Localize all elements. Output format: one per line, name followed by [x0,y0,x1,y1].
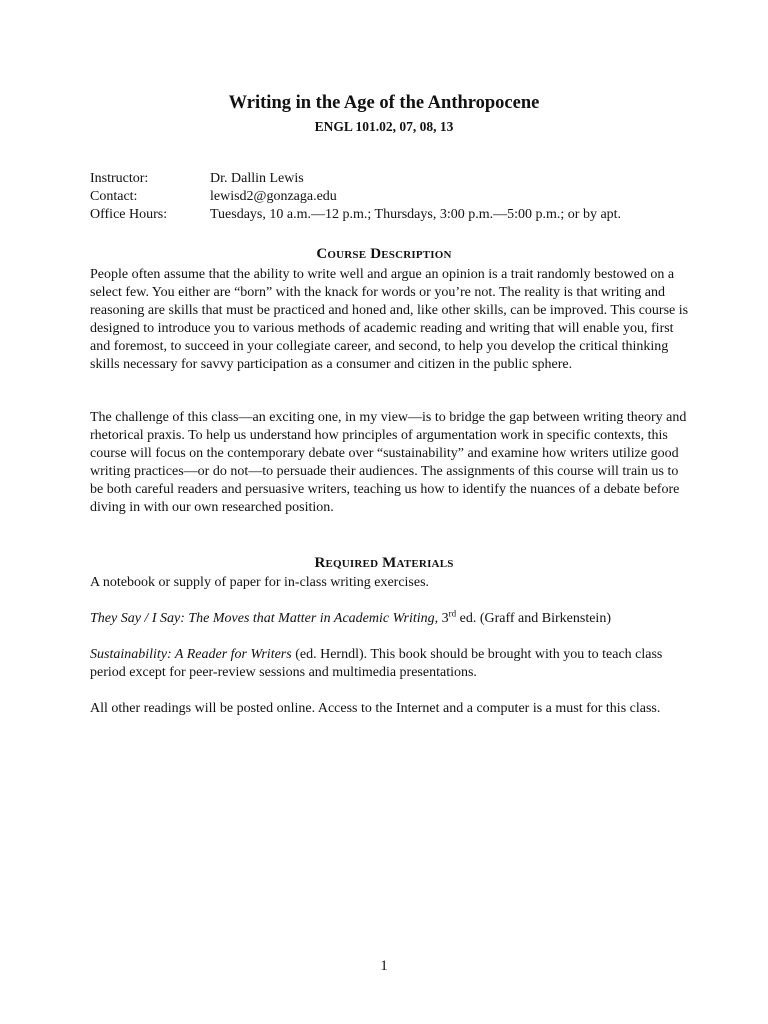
instructor-info [90,170,621,224]
they-say-rest: ed. (Graff and Birkenstein) [456,611,611,626]
office-hours-row [90,206,621,224]
they-say-title: They Say / I Say: The Moves that Matter in Academic Writing [90,611,435,626]
they-say-edition-sup: rd [448,608,457,619]
material-notebook: A notebook or supply of paper for in-class writing exercises. [90,575,430,590]
course-description-paragraph-1: People often assume that the ability to write well and argue an opinion is a trait randomly bestowed on a select few. You either are “born” with the knack for words or you’re not. The reality is that writing and reasoning are skills that must be practiced and honed and, like other skills, can be improved. This course is designed to introduce you to various methods of academic reading and writing that will enable you, first and foremost, to succeed in your collegiate career, and second, to help you develop the critical thinking skills necessary for savvy participation as a consumer and citizen in the public sphere. [90,267,689,372]
sustainability-title: Sustainability: A Reader for Writers [90,647,292,662]
page-number: 1 [380,958,388,974]
material-they-say [90,610,690,628]
contact-email[interactable]: lewisd2@gonzaga.edu [210,189,337,204]
instructor-row [90,170,621,188]
document-title: Writing in the Age of the Anthropocene [228,93,540,113]
required-materials-heading: Required Materials [314,555,454,571]
instructor-value: Dr. Dallin Lewis [210,171,304,186]
course-description-paragraph-2: The challenge of this class—an exciting one, in my view—is to bridge the gap between writing theory and rhetorical praxis. To help us understand how principles of argumentation work in specific contexts, this course will focus on the contemporary debate over “sustainability” and examine how writers utilize good writing practices—or do not—to persuade their audiences. The assignments of this course will train us to be both careful readers and persuasive writers, teaching us how to identify the nuances of a debate before diving in with our own researched position. [90,410,687,515]
contact-row [90,188,621,206]
office-hours-label: Office Hours: [90,207,168,222]
course-code: ENGL 101.02, 07, 08, 13 [314,119,454,134]
sustainability-rest: (ed. Herndl). This book should be brought with you to teach class period except for peer-review sessions and multimedia presentations. [90,647,663,680]
they-say-edition-pre: , 3 [434,611,449,626]
contact-label: Contact: [90,189,138,204]
material-sustainability-reader [90,646,690,682]
course-description-heading: Course Description [316,246,452,262]
material-online-readings: All other readings will be posted online. Access to the Internet and a computer is a must for this class. [90,701,661,716]
office-hours-value: Tuesdays, 10 a.m.—12 p.m.; Thursdays, 3:00 p.m.—5:00 p.m.; or by apt. [210,207,622,222]
instructor-label: Instructor: [90,171,149,186]
